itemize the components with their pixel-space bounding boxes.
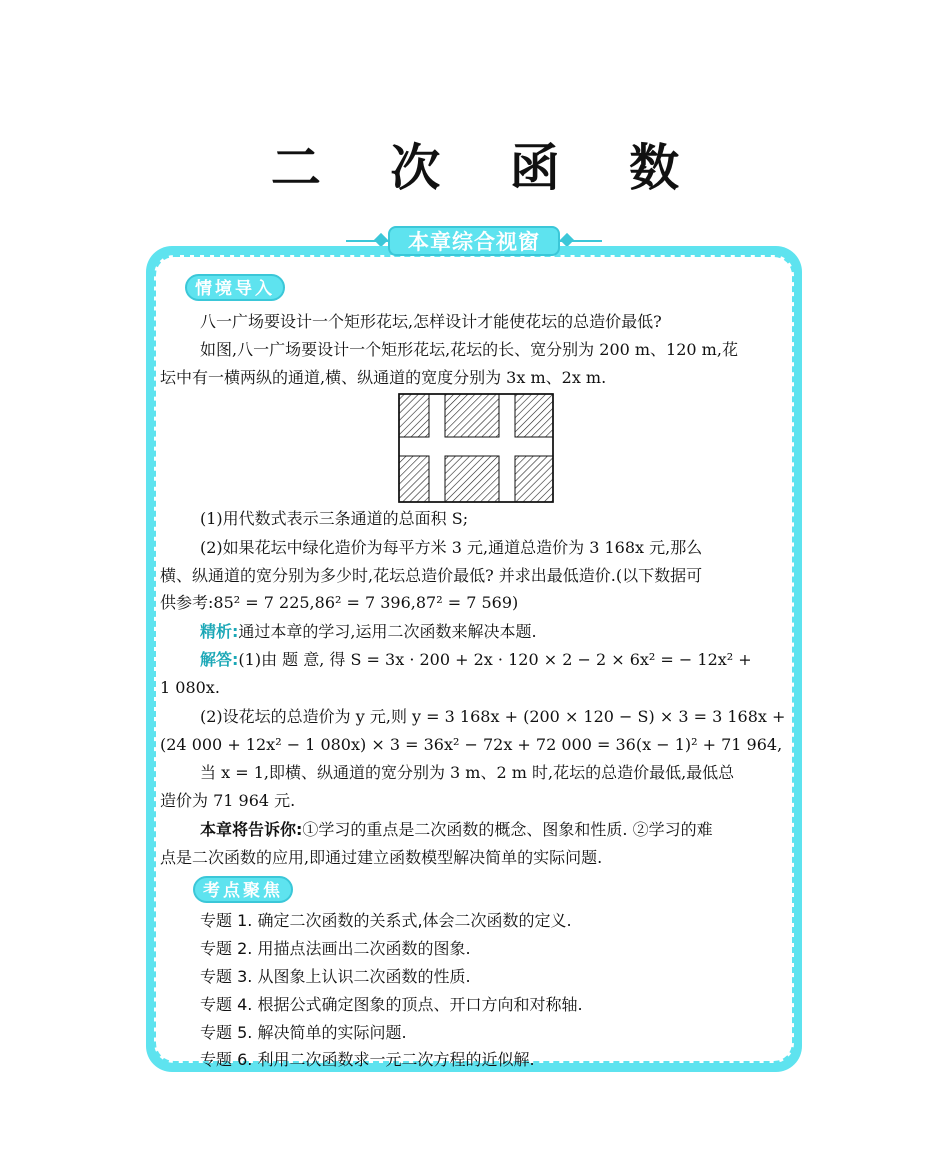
solution-line-2: 1 080x.	[160, 678, 220, 697]
solution-line-4: (24 000 + 12x² − 1 080x) × 3 = 36x² − 72x + 72 000 = 36(x − 1)² + 71 964,	[160, 735, 783, 754]
topic-item: 专题 5. 解决简单的实际问题.	[200, 1023, 407, 1042]
bed-plot-top-mid	[445, 394, 499, 437]
chapter-tell-text-1: ①学习的重点是二次函数的概念、图象和性质. ②学习的难	[302, 820, 713, 839]
intro-line-2: 如图,八一广场要设计一个矩形花坛,花坛的长、宽分别为 200 m、120 m,花	[200, 340, 738, 359]
points-section-tag: 考点聚焦	[193, 876, 293, 903]
question-2-line-1: (2)如果花坛中绿化造价为每平方米 3 元,通道总造价为 3 168x 元,那么	[200, 538, 703, 557]
banner-diamond-left	[374, 233, 388, 247]
bed-plot-bottom-left	[399, 456, 429, 502]
chapter-banner: 本章综合视窗	[388, 226, 560, 256]
intro-section-tag: 情境导入	[185, 274, 285, 301]
question-2-line-3: 供参考:85² = 7 225,86² = 7 396,87² = 7 569)	[160, 593, 519, 612]
topic-item: 专题 4. 根据公式确定图象的顶点、开口方向和对称轴.	[200, 995, 583, 1014]
solution-step-1: (1)由 题 意, 得 S = 3x · 200 + 2x · 120 × 2 − 2 × 6x² = − 12x² +	[238, 650, 752, 669]
solution-line-3: (2)设花坛的总造价为 y 元,则 y = 3 168x + (200 × 120 − S) × 3 = 3 168x +	[200, 707, 786, 726]
solution-line-1	[200, 650, 752, 670]
topic-item: 专题 6. 利用二次函数求一元二次方程的近似解.	[200, 1050, 535, 1069]
chapter-tell-label: 本章将告诉你:	[200, 820, 303, 839]
intro-line-1: 八一广场要设计一个矩形花坛,怎样设计才能使花坛的总造价最低?	[200, 312, 662, 331]
banner-diamond-right	[560, 233, 574, 247]
page-title: 二 次 函 数	[270, 139, 706, 197]
topic-item: 专题 2. 用描点法画出二次函数的图象.	[200, 939, 471, 958]
topic-item: 专题 1. 确定二次函数的关系式,体会二次函数的定义.	[200, 911, 572, 930]
chapter-tell-line-2: 点是二次函数的应用,即通过建立函数模型解决简单的实际问题.	[160, 848, 603, 867]
question-1: (1)用代数式表示三条通道的总面积 S;	[200, 509, 469, 528]
topic-item: 专题 3. 从图象上认识二次函数的性质.	[200, 967, 471, 986]
solution-line-6: 造价为 71 964 元.	[160, 791, 296, 810]
bed-plot-top-right	[515, 394, 553, 437]
flower-bed-figure	[398, 393, 554, 503]
analysis-text: 通过本章的学习,运用二次函数来解决本题.	[238, 622, 537, 641]
chapter-tell-line-1	[200, 820, 713, 840]
question-2-line-2: 横、纵通道的宽分别为多少时,花坛总造价最低? 并求出最低造价.(以下数据可	[160, 566, 703, 585]
analysis-label: 精析:	[200, 622, 239, 641]
solution-label: 解答:	[200, 650, 239, 669]
bed-plot-top-left	[399, 394, 429, 437]
bed-plot-bottom-right	[515, 456, 553, 502]
intro-line-3: 坛中有一横两纵的通道,横、纵通道的宽度分别为 3x m、2x m.	[160, 368, 607, 387]
solution-line-5: 当 x = 1,即横、纵通道的宽分别为 3 m、2 m 时,花坛的总造价最低,最低总	[200, 763, 735, 782]
analysis-line	[200, 622, 537, 642]
bed-plot-bottom-mid	[445, 456, 499, 502]
